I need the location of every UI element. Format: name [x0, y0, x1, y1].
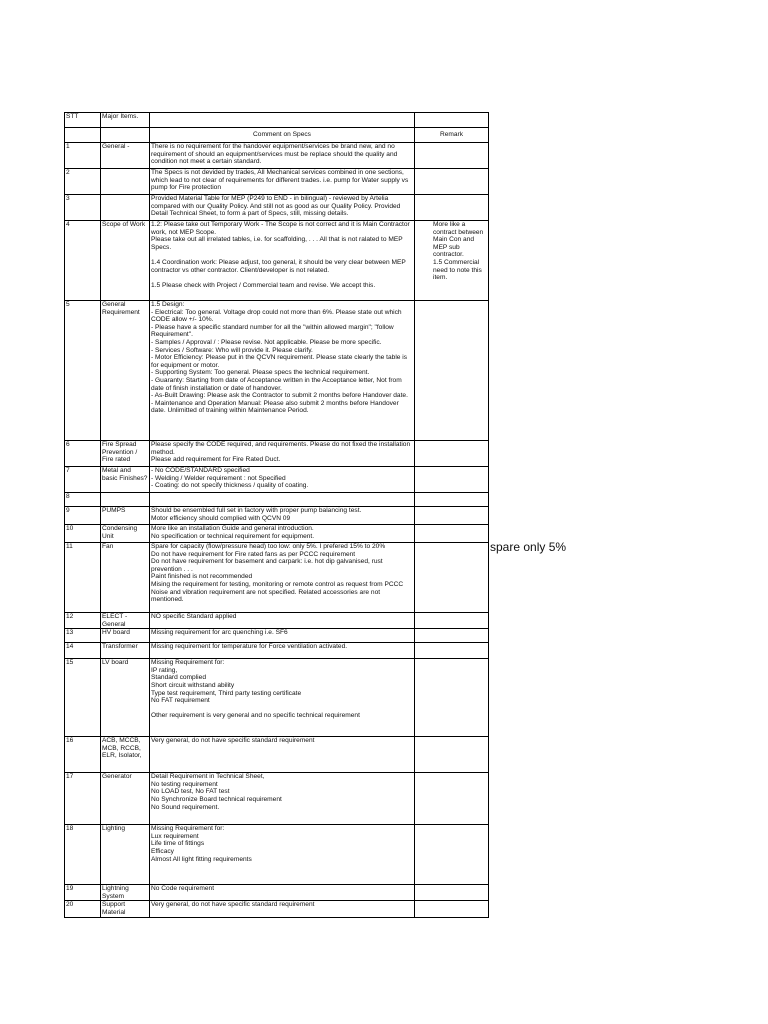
table-row — [65, 773, 489, 825]
row-major-item: ELECT - General — [101, 613, 150, 629]
header-row — [65, 113, 489, 128]
row-comment: The Specs is not devided by trades, All Mechanical services combined in one sections, which lead to not clear of requirements for different trades. i.e. pump for Water supply vs pump for Fire protection — [150, 169, 415, 195]
table-row — [65, 659, 489, 737]
row-number: 10 — [65, 525, 101, 543]
row-remark — [415, 195, 489, 221]
row-number: 20 — [65, 901, 101, 917]
header-remark: Remark — [415, 128, 489, 143]
row-remark — [415, 301, 489, 441]
row-major-item: Generator — [101, 773, 150, 825]
row-number: 12 — [65, 613, 101, 629]
row-comment: No Code requirement — [150, 885, 415, 901]
row-major-item: General Requirement — [101, 301, 150, 441]
row-number: 17 — [65, 773, 101, 825]
row-comment: NO specific Standard applied — [150, 613, 415, 629]
table-row — [65, 901, 489, 917]
table-row — [65, 825, 489, 885]
row-comment: Missing requirement for temperature for Force ventilation activated. — [150, 643, 415, 659]
row-remark — [415, 543, 489, 613]
row-major-item: Lighting — [101, 825, 150, 885]
row-remark — [415, 659, 489, 737]
header-blank-remark — [415, 113, 489, 128]
row-comment: Very general, do not have specific standard requirement — [150, 737, 415, 773]
row-comment: - No CODE/STANDARD specified - Welding / Welder requirement : not Specified - Coating: do not specify thickness / quality of coating. — [150, 467, 415, 493]
row-comment: 1.2: Please take out Temporary Work - The Scope is not correct and it is Main Contractor work, not MEP Scope. Please take out all irrelated tables, i.e. for scaffolding, . . . All that is not ralated to MEP Specs. 1.4 Coordination work: Please adjust, too general, it should be very clear between MEP contractor vs other contractor. Client/developer is not related. 1.5 Please check with Project / Commercial team and revise. We accept this. — [150, 221, 415, 301]
row-comment: Detail Requirement in Technical Sheet, No testing requirement No LOAD test, No FAT test No Synchronize Board technical requirement No Sound requirement. — [150, 773, 415, 825]
table-row — [65, 885, 489, 901]
row-major-item: Fan — [101, 543, 150, 613]
table-row — [65, 467, 489, 493]
row-number: 3 — [65, 195, 101, 221]
row-remark — [415, 885, 489, 901]
row-comment: Missing Requirement for: Lux requirement Life time of fittings Efficacy Almost All light fitting requirements — [150, 825, 415, 885]
header-major-items: Major Items. — [101, 113, 150, 128]
row-comment: Should be ensembled full set in factory with proper pump balancing test. Motor efficiency should complied with QCVN 09 — [150, 507, 415, 525]
row-number: 9 — [65, 507, 101, 525]
row-major-item: LV board — [101, 659, 150, 737]
row-comment: There is no requirement for the handover equipment/services be brand new, and no requirement of should an equipment/services must be replace should the quality and condition not meet a certain standard. — [150, 143, 415, 169]
row-comment: Missing Requirement for: IP rating, Standard complied Short circuit withstand ability Type test requirement, Third party testing certificate No FAT requirement Other requirement is very general and no specific technical requirement — [150, 659, 415, 737]
row-number: 15 — [65, 659, 101, 737]
header-comment-on-specs: Comment on Specs — [150, 128, 415, 143]
table-row — [65, 301, 489, 441]
table-row — [65, 507, 489, 525]
row-comment: Very general, do not have specific standard requirement — [150, 901, 415, 917]
row-comment — [150, 493, 415, 507]
row-number: 5 — [65, 301, 101, 441]
row-number: 19 — [65, 885, 101, 901]
row-remark: More like a contract between Main Con and MEP sub contractor. 1.5 Commercial need to note this item. — [415, 221, 489, 301]
table-row — [65, 493, 489, 507]
row-major-item: PUMPS — [101, 507, 150, 525]
row-remark — [415, 467, 489, 493]
row-major-item: HV board — [101, 629, 150, 643]
row-number: 6 — [65, 441, 101, 467]
side-note: spare only 5% — [490, 540, 567, 554]
row-remark — [415, 143, 489, 169]
row-remark — [415, 441, 489, 467]
table-row — [65, 143, 489, 169]
row-major-item: Fire Spread Prevention / Fire rated — [101, 441, 150, 467]
table-row — [65, 543, 489, 613]
row-major-item — [101, 195, 150, 221]
table-row — [65, 441, 489, 467]
row-remark — [415, 737, 489, 773]
row-major-item: Lightning System — [101, 885, 150, 901]
table-row — [65, 525, 489, 543]
row-major-item: Transformer — [101, 643, 150, 659]
row-major-item: ACB, MCCB, MCB, RCCB, ELR, Isolator, — [101, 737, 150, 773]
row-number: 11 — [65, 543, 101, 613]
row-major-item: Condensing Unit — [101, 525, 150, 543]
row-remark — [415, 773, 489, 825]
row-number: 7 — [65, 467, 101, 493]
table-row — [65, 643, 489, 659]
row-major-item — [101, 169, 150, 195]
specs-review-table — [64, 112, 489, 918]
row-remark — [415, 825, 489, 885]
table-row — [65, 221, 489, 301]
table-body — [65, 113, 489, 918]
row-major-item: Support Material — [101, 901, 150, 917]
table-row — [65, 737, 489, 773]
row-remark — [415, 643, 489, 659]
row-number: 13 — [65, 629, 101, 643]
row-number: 16 — [65, 737, 101, 773]
subheader-blank-item — [101, 128, 150, 143]
row-number: 1 — [65, 143, 101, 169]
row-comment: Spare for capacity (flow/pressure head) too low: only 5%. I prefered 15% to 20% Do not have requirement for Fire rated fans as per PCCC requirement Do not have requirement for basement and carpark: i.e. hot dip galvanised, rust prevention . . . Paint finished is not recommended Mising the requirement for testing, monitoring or remote control as request from PCCC Noise and vibration requirement are not specified. Related accessories are not mentioned. — [150, 543, 415, 613]
table-row — [65, 195, 489, 221]
row-major-item: General - — [101, 143, 150, 169]
row-remark — [415, 901, 489, 917]
row-comment: Provided Material Table for MEP (P249 to END - in bilingual) - reviewed by Artelia compared with our Quality Policy. And still not as good as our Quality Policy. Provided Detail Technical Sheet, to form a part of Specs, still, missing details. — [150, 195, 415, 221]
row-number: 14 — [65, 643, 101, 659]
header-stt: STT — [65, 113, 101, 128]
table-row — [65, 613, 489, 629]
row-remark — [415, 493, 489, 507]
row-number: 2 — [65, 169, 101, 195]
header-blank — [150, 113, 415, 128]
row-remark — [415, 613, 489, 629]
table-row — [65, 169, 489, 195]
row-comment: More like an installation Guide and general introduction. No specification or technical requirement for equipment. — [150, 525, 415, 543]
row-major-item — [101, 493, 150, 507]
row-remark — [415, 525, 489, 543]
subheader-blank-stt — [65, 128, 101, 143]
row-remark — [415, 507, 489, 525]
row-number: 8 — [65, 493, 101, 507]
row-remark — [415, 629, 489, 643]
row-comment: Please specify the CODE required, and requirements. Please do not fixed the installation method. Please add requirement for Fire Rated Duct. — [150, 441, 415, 467]
row-remark — [415, 169, 489, 195]
table-row — [65, 629, 489, 643]
row-number: 4 — [65, 221, 101, 301]
row-comment: Missing requirement for arc quenching i.e. SF6 — [150, 629, 415, 643]
row-comment: 1.5 Design: - Electrical: Too general. Voltage drop could not more than 6%. Please state out which CODE allow +/- 10%. - Please have a specific standard number for all the "within allowed margin"; "follow Requirement". - Samples / Approval / : Please revise. Not applicable. Please be more specific. - Services / Software: Who will provide it. Please clarify. - Motor Efficiency: Please put in the QCVN requirement. Please state clearly the table is for equipment or motor. - Supporting System: Too general. Please specs the technical requirement. - Guaranty: Starting from date of Acceptance written in the Acceptance letter, Not from date of finish installation or date of handover. - As-Built Drawing: Please ask the Contractor to submit 2 months before Handover date. - Maintenance and Operation Manual: Please also submit 2 months before Handover date. Unlimitted of training within Maintenance Period. — [150, 301, 415, 441]
subheader-row — [65, 128, 489, 143]
row-major-item: Scope of Work — [101, 221, 150, 301]
row-major-item: Metal and basic Finishes? — [101, 467, 150, 493]
row-number: 18 — [65, 825, 101, 885]
